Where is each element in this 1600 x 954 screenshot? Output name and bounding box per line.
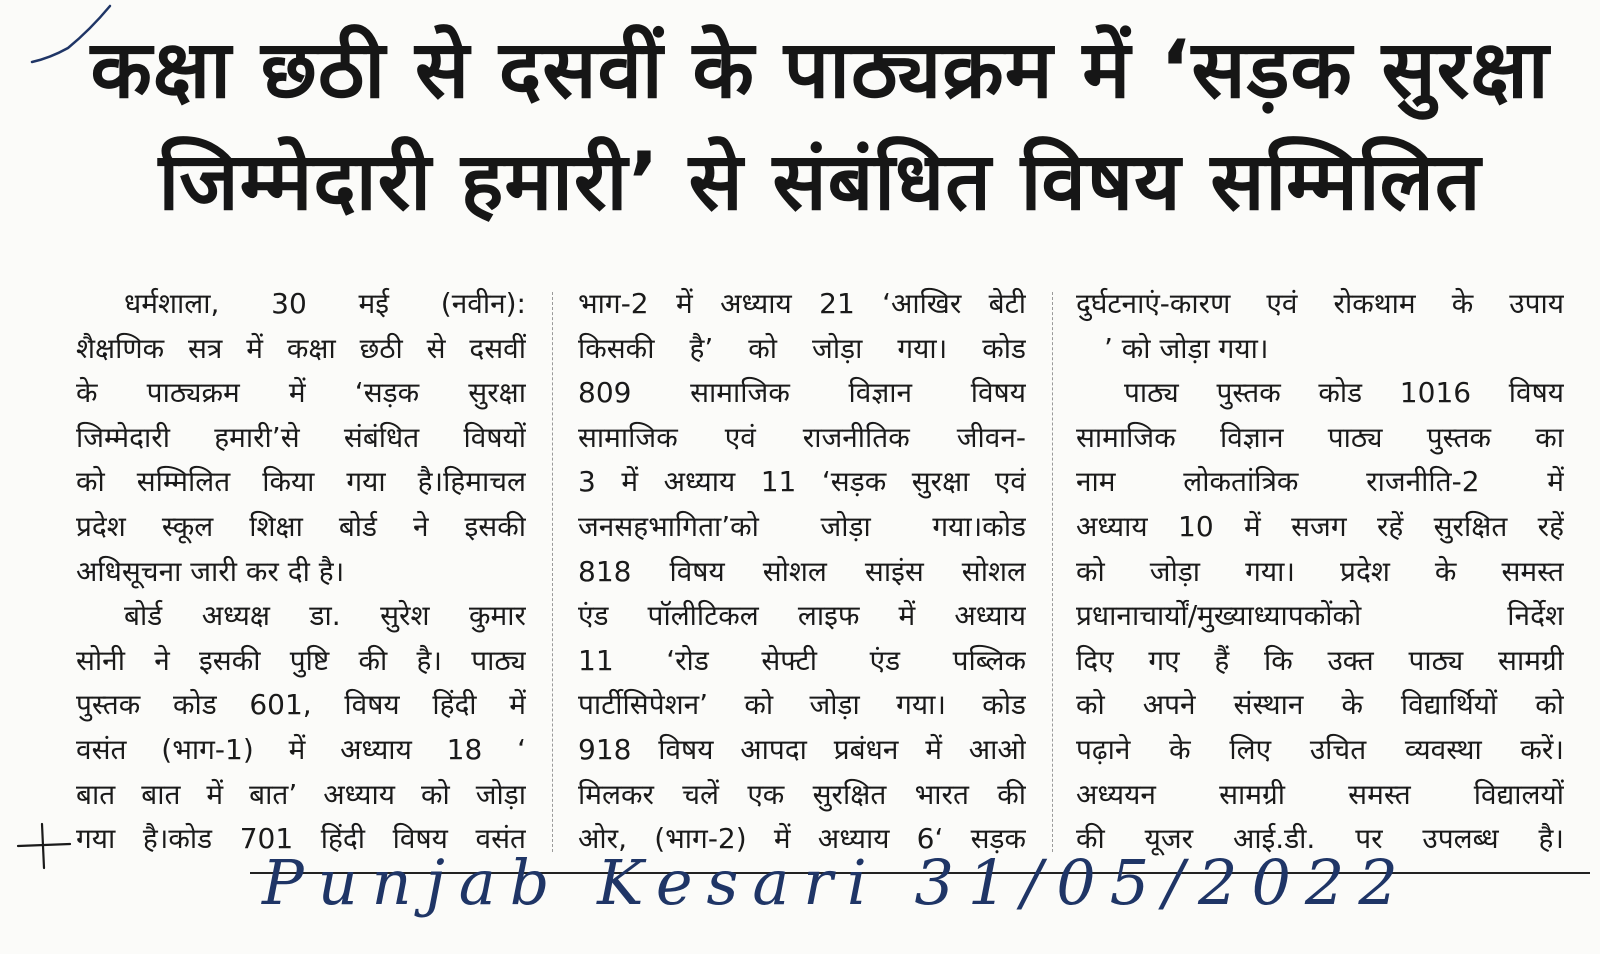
- article-line: एंड पॉलीटिकल लाइफ में अध्याय: [578, 599, 1026, 633]
- article-line: 11 ‘रोड सेफ्टी एंड पब्लिक: [578, 643, 1026, 677]
- article-line: सामाजिक एवं राजनीतिक जीवन-: [578, 420, 1026, 454]
- plus-mark-icon: [14, 820, 74, 870]
- article-line: दिए गए हैं कि उक्त पाठ्य सामग्री: [1076, 643, 1564, 677]
- article-line: अध्याय 10 में सजग रहें सुरक्षित रहें: [1076, 509, 1564, 543]
- headline-line-2: जिम्मेदारी हमारी’ से संबंधित विषय सम्मिलित: [158, 135, 1482, 228]
- article-line: नाम लोकतांत्रिक राजनीति-2 में: [1076, 465, 1564, 499]
- article-line: ’ को जोड़ा गया।: [1104, 331, 1269, 365]
- article-line: प्रधानाचार्यों/मुख्याध्यापकोंको निर्देश: [1076, 599, 1564, 633]
- article-line: पार्टीसिपेशन’ को जोड़ा गया। कोड: [578, 688, 1026, 722]
- article-line: की यूजर आई.डी. पर उपलब्ध है।: [1076, 822, 1564, 856]
- article-column-3: [1076, 282, 1564, 874]
- article-line: मिलकर चलें एक सुरक्षित भारत की: [578, 777, 1026, 811]
- article-line: को सम्मिलित किया गया है।हिमाचल: [76, 465, 526, 499]
- article-line: वसंत (भाग-1) में अध्याय 18 ‘: [76, 732, 526, 766]
- article-line: 3 में अध्याय 11 ‘सड़क सुरक्षा एवं: [578, 465, 1026, 499]
- column-divider: [1052, 292, 1054, 852]
- article-line: गया है।कोड 701 हिंदी विषय वसंत: [76, 822, 526, 856]
- article-line: प्रदेश स्कूल शिक्षा बोर्ड ने इसकी: [76, 509, 526, 543]
- article-column-1: [76, 282, 526, 874]
- article-line: अधिसूचना जारी कर दी है।: [76, 554, 345, 588]
- article-line: को अपने संस्थान के विद्यार्थियों को: [1076, 688, 1564, 722]
- article-line: 809 सामाजिक विज्ञान विषय: [578, 376, 1026, 410]
- article-line: पुस्तक कोड 601, विषय हिंदी में: [76, 688, 526, 722]
- article-line: अध्ययन सामग्री समस्त विद्यालयों: [1076, 777, 1564, 811]
- article-line: ओर, (भाग-2) में अध्याय 6‘ सड़क: [578, 822, 1026, 856]
- article-line: शैक्षणिक सत्र में कक्षा छठी से दसवीं: [76, 331, 526, 365]
- article-line: जिम्मेदारी हमारी’से संबंधित विषयों: [76, 420, 526, 454]
- article-line: दुर्घटनाएं-कारण एवं रोकथाम के उपाय: [1076, 287, 1564, 320]
- article-line: के पाठ्यक्रम में ‘सड़क सुरक्षा: [76, 376, 526, 410]
- article-line: को जोड़ा गया। प्रदेश के समस्त: [1076, 554, 1564, 588]
- article-line: भाग-2 में अध्याय 21 ‘आखिर बेटी: [578, 287, 1026, 320]
- column-divider: [552, 292, 554, 852]
- article-line: जनसहभागिता’को जोड़ा गया।कोड: [578, 509, 1026, 543]
- handwritten-source-note: Punjab Kesari 31/05/2022: [262, 846, 1412, 919]
- article-line: पढ़ाने के लिए उचित व्यवस्था करें।: [1076, 732, 1564, 766]
- headline-line-1: कक्षा छठी से दसवीं के पाठ्यक्रम में ‘सड़क सुरक्षा: [90, 23, 1550, 116]
- article-line: बोर्ड अध्यक्ष डा. सुरेश कुमार: [124, 599, 526, 633]
- article-line: धर्मशाला, 30 मई (नवीन):: [124, 287, 526, 320]
- article-column-2: [578, 282, 1026, 874]
- article-body: [76, 282, 1566, 874]
- article-line: सामाजिक विज्ञान पाठ्य पुस्तक का: [1076, 420, 1564, 454]
- article-line: 818 विषय सोशल साइंस सोशल: [578, 554, 1026, 588]
- article-line: सोनी ने इसकी पुष्टि की है। पाठ्य: [76, 643, 526, 677]
- article-line: 918 विषय आपदा प्रबंधन में आओ: [578, 732, 1026, 766]
- article-line: पाठ्य पुस्तक कोड 1016 विषय: [1124, 376, 1564, 410]
- article-line: बात बात में बात’ अध्याय को जोड़ा: [76, 777, 526, 811]
- headline: [70, 14, 1570, 238]
- article-line: किसकी है’ को जोड़ा गया। कोड: [578, 331, 1026, 365]
